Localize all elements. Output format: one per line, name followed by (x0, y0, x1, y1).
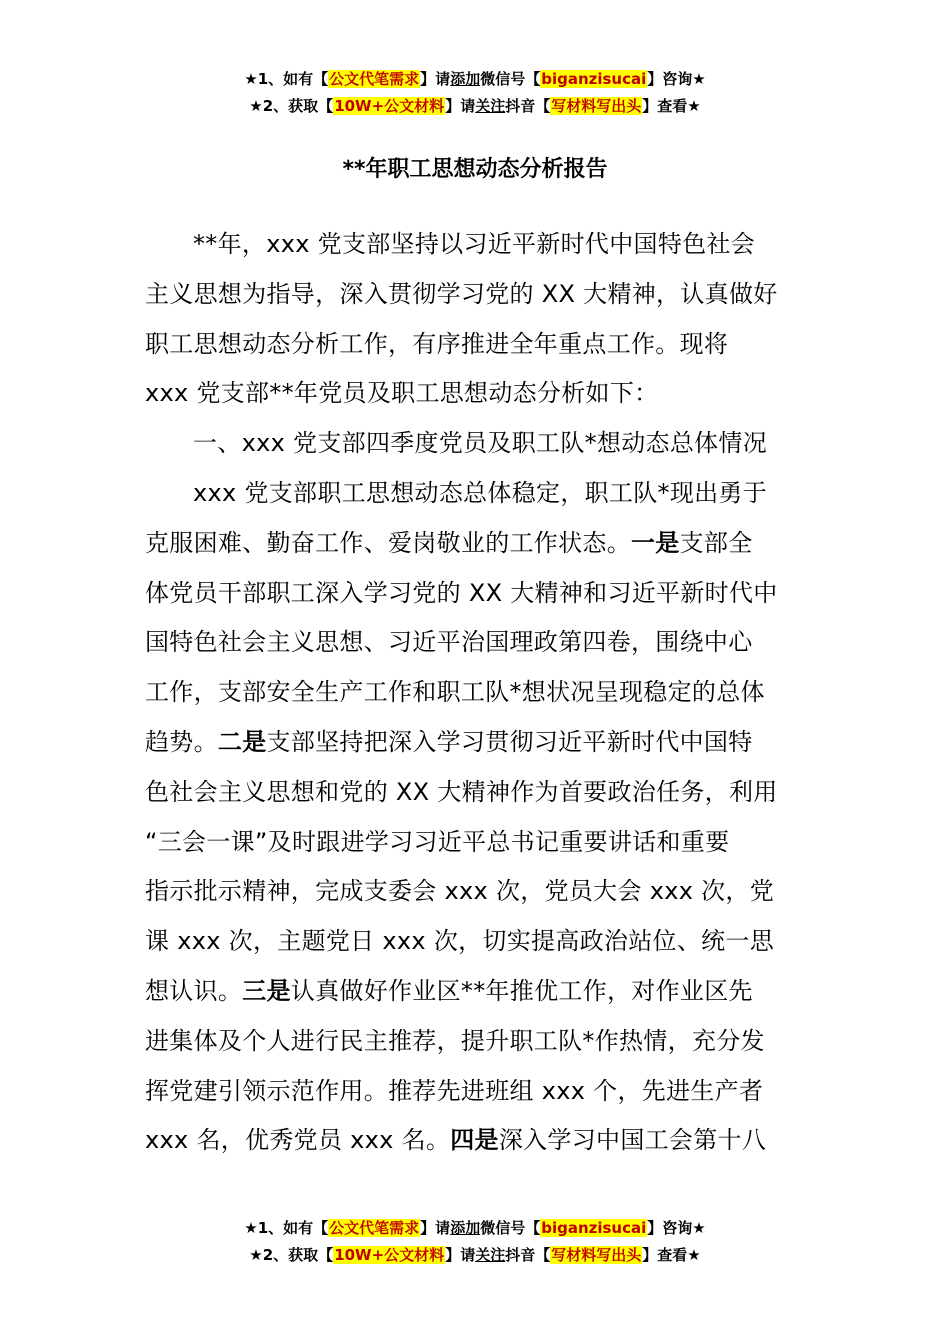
body-line (145, 519, 810, 569)
banner-text: 】请 (445, 1246, 476, 1264)
underlined-text: 添加 (450, 70, 481, 88)
body-text-segment: 深入学习中国工会第十八 (498, 1126, 767, 1155)
wechat-id-highlight: biganzisucai (541, 1219, 647, 1237)
banner-line-2 (0, 1242, 950, 1269)
banner-line-1 (0, 66, 950, 93)
banner-text: ★1、如有【 (244, 1219, 329, 1237)
banner-text: ★2、获取【 (249, 1246, 334, 1264)
banner-text: 抖音【 (505, 1246, 551, 1264)
highlight-text: 10W+公文材料 (334, 1246, 445, 1264)
wechat-id-highlight: biganzisucai (541, 70, 647, 88)
highlight-text: 公文代笔需求 (329, 1219, 420, 1237)
body-line (145, 1116, 810, 1166)
underlined-text: 添加 (450, 1219, 481, 1237)
banner-text: 】查看★ (642, 1246, 701, 1264)
body-line: 指示批示精神，完成支委会 xxx 次，党员大会 xxx 次，党 (145, 877, 775, 906)
body-line: **年，xxx 党支部坚持以习近平新时代中国特色社会 (193, 230, 756, 258)
body-line: 职工思想动态分析工作，有序推进全年重点工作。现将 (145, 329, 729, 358)
footer-banner (0, 1215, 950, 1269)
banner-text: ★1、如有【 (244, 70, 329, 88)
highlight-text: 10W+公文材料 (334, 97, 445, 115)
body-line: “三会一课”及时跟进学习习近平总书记重要讲话和重要 (145, 827, 730, 856)
bold-ordinal: 二是 (217, 727, 267, 756)
banner-text: ★2、获取【 (249, 97, 334, 115)
douyin-id-highlight: 写材料写出头 (551, 1246, 642, 1264)
banner-text: 】请 (420, 70, 451, 88)
document-body (145, 220, 810, 1166)
banner-line-2 (0, 93, 950, 120)
banner-text: 】咨询★ (647, 1219, 706, 1237)
body-text-segment: 支部坚持把深入学习贯彻习近平新时代中国特 (266, 727, 753, 756)
banner-text: 微信号【 (480, 1219, 541, 1237)
body-text-segment: 趋势。 (145, 727, 218, 756)
body-line: 挥党建引领示范作用。推荐先进班组 xxx 个，先进生产者 (145, 1076, 764, 1105)
underlined-text: 关注 (475, 1246, 506, 1264)
body-line: 课 xxx 次，主题党日 xxx 次，切实提高政治站位、统一思 (145, 927, 775, 956)
banner-text: 】请 (420, 1219, 451, 1237)
body-text-segment: 克服困难、勤奋工作、爱岗敬业的工作状态。 (145, 528, 631, 557)
body-line: 主义思想为指导，深入贯彻学习党的 XX 大精神，认真做好 (145, 279, 778, 308)
body-line (145, 718, 810, 768)
body-text-segment: 支部全 (679, 528, 753, 557)
banner-text: 】查看★ (642, 97, 701, 115)
body-text-segment: 想认识。 (145, 976, 243, 1005)
body-text-segment: 认真做好作业区**年推优工作，对作业区先 (290, 976, 753, 1005)
highlight-text: 公文代笔需求 (329, 70, 420, 88)
banner-text: 】请 (445, 97, 476, 115)
body-line: 进集体及个人进行民主推荐，提升职工队*作热情，充分发 (145, 1026, 765, 1055)
body-line: xxx 党支部职工思想动态总体稳定，职工队*现出勇于 (193, 478, 768, 507)
douyin-id-highlight: 写材料写出头 (551, 97, 642, 115)
body-line: 工作，支部安全生产工作和职工队*想状况呈现稳定的总体 (145, 678, 765, 707)
banner-text: 】咨询★ (647, 70, 706, 88)
banner-text: 抖音【 (505, 97, 551, 115)
body-text-segment: xxx 名，优秀党员 xxx 名。 (145, 1126, 451, 1155)
body-line: 体党员干部职工深入学习党的 XX 大精神和习近平新时代中 (145, 578, 778, 607)
document-title: **年职工思想动态分析报告 (342, 157, 608, 182)
body-line: xxx 党支部**年党员及职工思想动态分析如下： (145, 379, 659, 408)
bold-ordinal: 四是 (450, 1126, 499, 1155)
body-line (145, 967, 810, 1017)
bold-ordinal: 三是 (242, 976, 291, 1005)
banner-line-1 (0, 1215, 950, 1242)
banner-text: 微信号【 (480, 70, 541, 88)
body-line: 国特色社会主义思想、习近平治国理政第四卷，围绕中心 (145, 628, 753, 657)
header-banner (0, 66, 950, 120)
underlined-text: 关注 (475, 97, 506, 115)
body-line: 一、xxx 党支部四季度党员及职工队*想动态总体情况 (193, 429, 768, 458)
body-line: 色社会主义思想和党的 XX 大精神作为首要政治任务，利用 (145, 777, 778, 806)
bold-ordinal: 一是 (631, 528, 680, 557)
